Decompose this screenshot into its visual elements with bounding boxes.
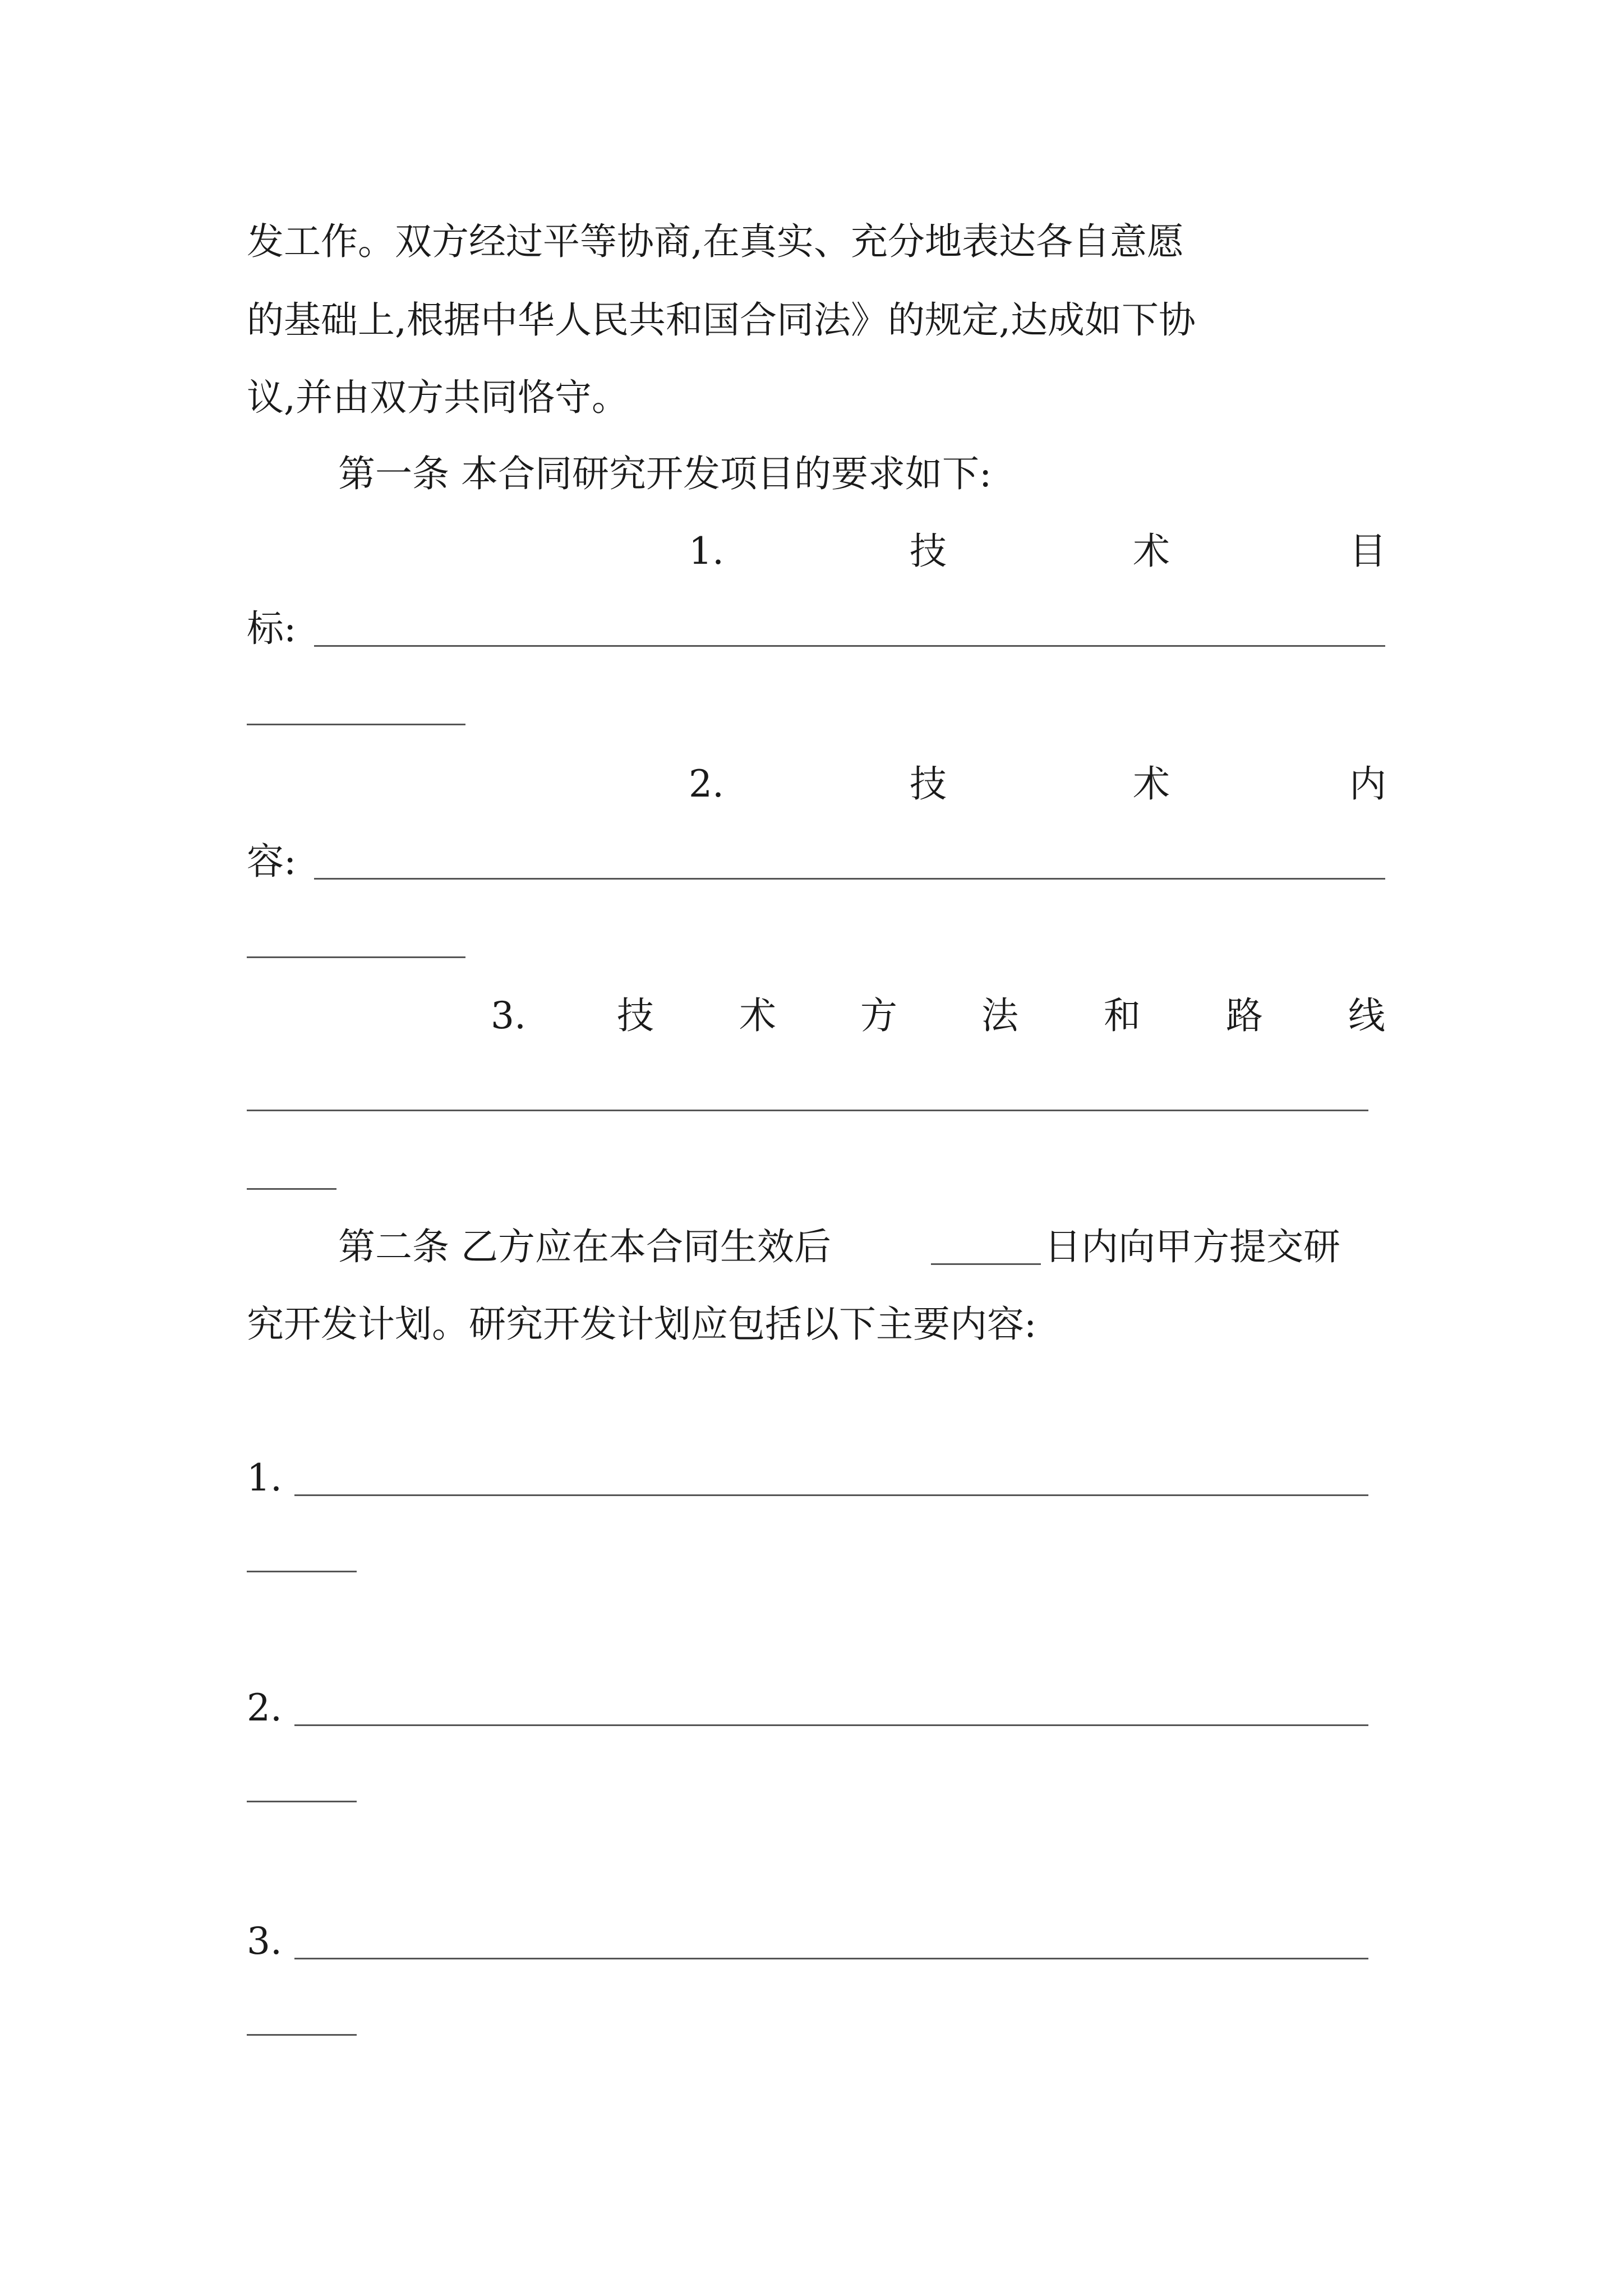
item-1-blank-line-1 <box>314 645 1385 647</box>
item-3-number: 3. <box>491 994 526 1037</box>
item-2-char-1: 技 <box>910 762 947 806</box>
item-2-blank-line-1 <box>314 878 1385 880</box>
item-3-char-1: 技 <box>617 994 654 1037</box>
item-1-label-end: 标: <box>247 607 297 650</box>
plan-item-2-blank-line-2 <box>247 1801 357 1802</box>
item-3-blank-line-1 <box>247 1110 1368 1111</box>
item-1-char-1: 技 <box>910 530 947 573</box>
item-2-number: 2. <box>689 762 724 806</box>
item-3-blank-line-2 <box>247 1188 336 1190</box>
plan-item-3-blank-line-2 <box>247 2034 357 2036</box>
item-3-char-2: 术 <box>739 994 776 1037</box>
intro-line-2: 的基础上,根据中华人民共和国合同法》的规定,达成如下协 <box>247 298 1196 342</box>
item-2-blank-line-2 <box>247 956 465 958</box>
plan-item-2-number: 2. <box>247 1686 282 1729</box>
intro-line-1: 发工作。双方经过平等协商,在真实、充分地表达各自意愿 <box>247 220 1184 263</box>
article-2-line-1-end: 日内向甲方提交研 <box>1044 1225 1340 1268</box>
item-1-char-3: 目 <box>1349 530 1386 573</box>
item-3-char-7: 线 <box>1348 994 1385 1037</box>
article-2-days-blank <box>931 1263 1041 1265</box>
item-3-char-5: 和 <box>1104 994 1141 1037</box>
item-1-number: 1. <box>689 530 724 573</box>
plan-item-3-number: 3. <box>247 1920 282 1963</box>
article-1-heading: 第一条 本合同研究开发项目的要求如下: <box>338 452 992 495</box>
article-2-line-2: 究开发计划。研究开发计划应包括以下主要内容: <box>247 1303 1037 1346</box>
item-2-char-2: 术 <box>1133 762 1170 806</box>
item-3-char-4: 法 <box>981 994 1018 1037</box>
item-3-char-3: 方 <box>860 994 897 1037</box>
plan-item-3-blank-line-1 <box>294 1958 1368 1959</box>
plan-item-1-number: 1. <box>247 1456 282 1499</box>
item-1-char-2: 术 <box>1133 530 1170 573</box>
item-2-label-end: 容: <box>247 840 297 883</box>
plan-item-1-blank-line-1 <box>294 1494 1368 1496</box>
item-1-blank-line-2 <box>247 724 465 725</box>
item-2-char-3: 内 <box>1349 762 1386 806</box>
item-3-char-6: 路 <box>1226 994 1263 1037</box>
plan-item-2-blank-line-1 <box>294 1724 1368 1726</box>
plan-item-1-blank-line-2 <box>247 1571 357 1572</box>
article-2-line-1-start: 第二条 乙方应在本合同生效后 <box>338 1225 831 1268</box>
intro-line-3: 议,并由双方共同恪守。 <box>247 376 629 419</box>
